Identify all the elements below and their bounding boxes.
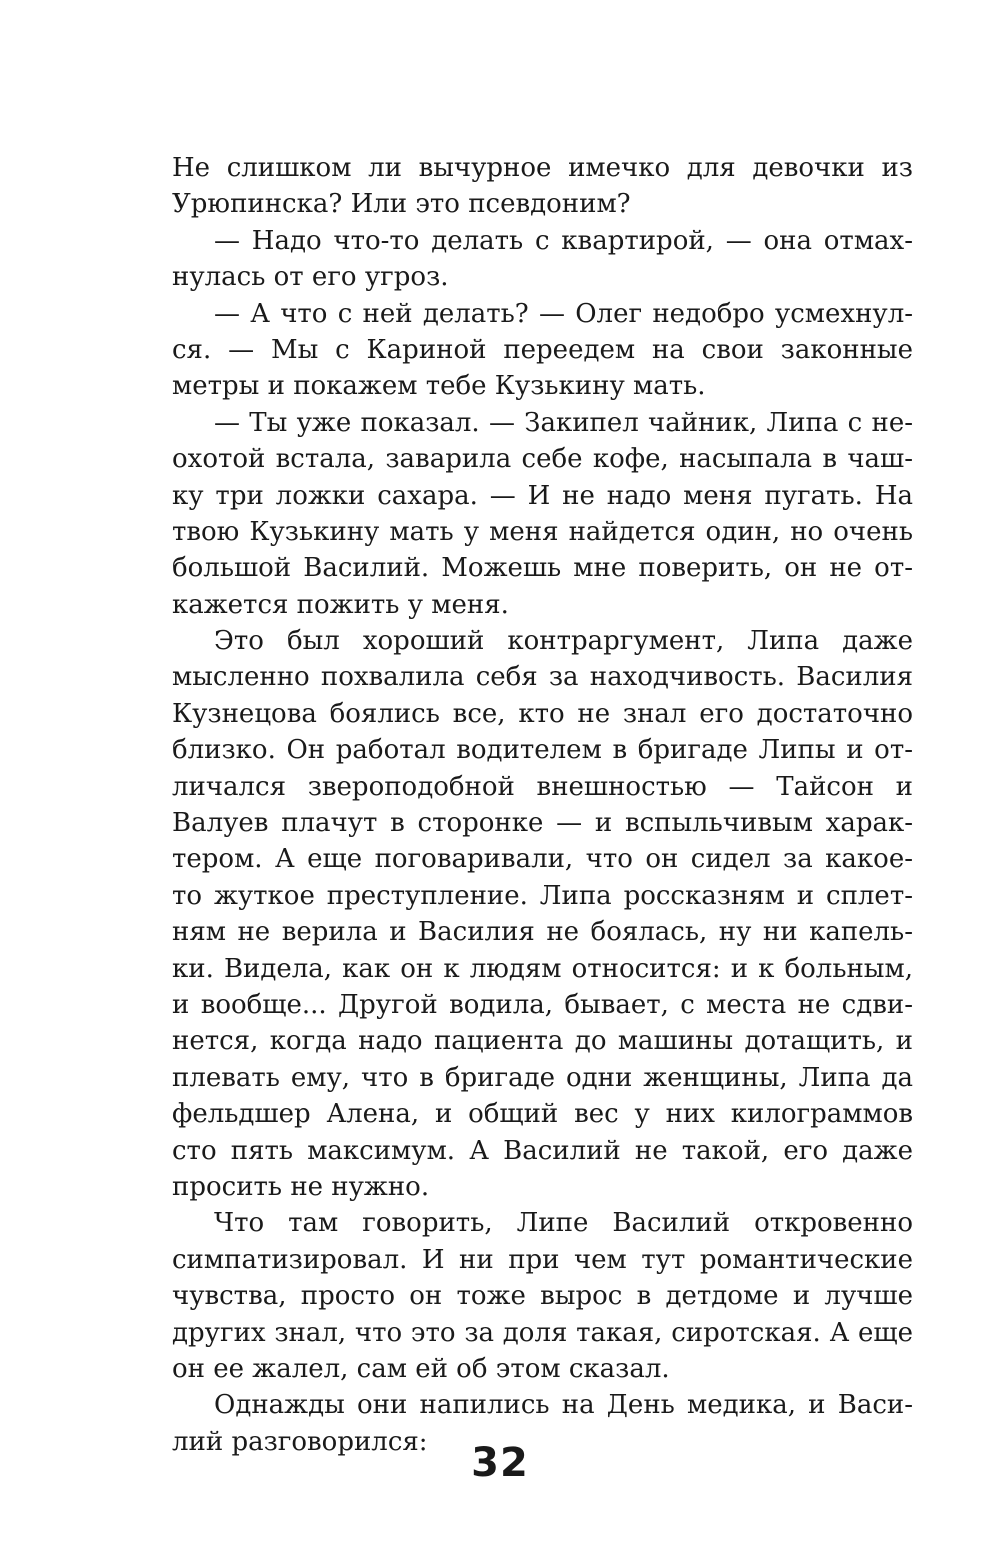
text-line: нулась от его угроз.	[172, 262, 449, 293]
text-line: других знал, что это за доля такая, сиротская. А еще	[172, 1317, 913, 1348]
text-line: он ее жалел, сам ей об этом сказал.	[172, 1353, 670, 1384]
text-line: Валуев плачут в сторонке — и вспыльчивым харак-	[172, 808, 913, 839]
text-line: симпатизировал. И ни при чем тут романтические	[172, 1244, 913, 1275]
text-line: Однажды они напились на День медика, и Васи-	[214, 1390, 913, 1421]
text-line: просить не нужно.	[172, 1171, 430, 1202]
text-line: нется, когда надо пациента до машины дотащить, и	[172, 1026, 913, 1057]
text-line: личался звероподобной внешностью — Тайсон и	[172, 771, 913, 802]
text-line: Это был хороший контраргумент, Липа даже	[214, 626, 913, 657]
body-text	[172, 150, 913, 1460]
text-line: охотой встала, заварила себе кофе, насыпала в чаш-	[172, 444, 913, 475]
page-number: 32	[471, 1440, 529, 1486]
text-line: большой Василий. Можешь мне поверить, он не от-	[172, 553, 913, 584]
text-line: сто пять максимум. А Василий не такой, его даже	[172, 1135, 913, 1166]
text-line: — А что с ней делать? — Олег недобро усмехнул-	[214, 298, 913, 329]
text-line: чувства, просто он тоже вырос в детдоме и лучше	[172, 1281, 913, 1312]
text-line: тером. А еще поговаривали, что он сидел за какое-	[172, 844, 913, 875]
text-line: то жуткое преступление. Липа россказням и сплет-	[172, 880, 913, 911]
text-line: фельдшер Алена, и общий вес у них килограммов	[172, 1099, 913, 1130]
text-line: ки. Видела, как он к людям относится: и к больным,	[172, 953, 913, 984]
text-line: лий разговорился:	[172, 1426, 428, 1457]
text-line: — Ты уже показал. — Закипел чайник, Липа с не-	[214, 407, 913, 438]
text-line: ся. — Мы с Кариной переедем на свои законные	[172, 334, 913, 365]
text-line: метры и покажем тебе Кузькину мать.	[172, 371, 706, 402]
text-line: и вообще... Другой водила, бывает, с места не сдви-	[172, 989, 913, 1020]
text-line: Урюпинска? Или это псевдоним?	[172, 189, 631, 220]
text-line: Что там говорить, Липе Василий откровенно	[214, 1208, 913, 1239]
text-line: ням не верила и Василия не боялась, ну ни капель-	[172, 917, 913, 948]
text-line: твою Кузькину мать у меня найдется один, но очень	[172, 516, 913, 547]
text-line: близко. Он работал водителем в бригаде Липы и от-	[172, 735, 913, 766]
text-line: — Надо что-то делать с квартирой, — она отмах-	[214, 225, 913, 256]
text-line: плевать ему, что в бригаде одни женщины, Липа да	[172, 1062, 913, 1093]
text-line: Не слишком ли вычурное имечко для девочки из	[172, 153, 913, 183]
text-line: Кузнецова боялись все, кто не знал его достаточно	[172, 698, 913, 729]
text-line: мысленно похвалила себя за находчивость. Василия	[172, 662, 913, 693]
text-line: кажется пожить у меня.	[172, 589, 509, 620]
text-line: ку три ложки сахара. — И не надо меня пугать. На	[172, 480, 913, 511]
